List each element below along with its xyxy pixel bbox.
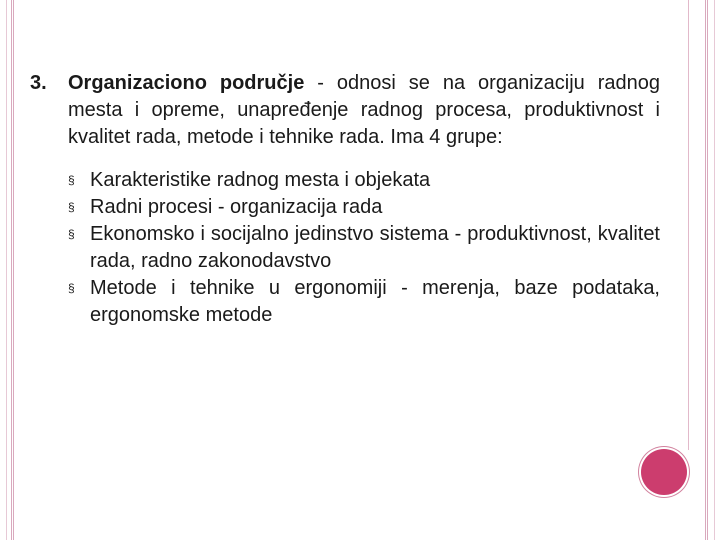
bullet-text: Radni procesi - organizacija rada bbox=[90, 196, 383, 218]
bullet-icon: § bbox=[68, 173, 75, 187]
slide-content bbox=[30, 70, 660, 329]
frame-line bbox=[6, 0, 7, 540]
frame-line-right-inner bbox=[688, 0, 689, 450]
frame-line-right bbox=[705, 0, 706, 540]
bullet-text: Karakteristike radnog mesta i objekata bbox=[90, 169, 431, 191]
item-text: - odnosi se na organizaciju radnog mesta i opreme, unapređenje radnog procesa, produktivnost i kvalitet rada, metode i tehnike rada. Ima 4 grupe: bbox=[68, 72, 660, 148]
frame-line-right bbox=[707, 0, 708, 540]
bullet-list bbox=[30, 167, 660, 329]
bullet-icon: § bbox=[68, 227, 75, 241]
bullet-icon: § bbox=[68, 200, 75, 214]
item-term: Organizaciono područje bbox=[68, 72, 305, 94]
numbered-item bbox=[30, 70, 660, 151]
frame-line bbox=[714, 0, 715, 540]
item-number: 3. bbox=[30, 72, 47, 94]
list-item bbox=[68, 167, 660, 194]
frame-line-left bbox=[11, 0, 12, 540]
bullet-text: Ekonomsko i socijalno jedinstvo sistema - produktivnost, kvalitet rada, radno zakonodavstvo bbox=[90, 223, 660, 272]
list-item bbox=[68, 275, 660, 329]
item-body bbox=[68, 70, 660, 151]
decorative-circle bbox=[641, 449, 687, 495]
frame-line-left bbox=[13, 0, 14, 540]
list-item bbox=[68, 194, 660, 221]
list-item bbox=[68, 221, 660, 275]
bullet-icon: § bbox=[68, 281, 75, 295]
bullet-text: Metode i tehnike u ergonomiji - merenja, baze podataka, ergonomske metode bbox=[90, 277, 660, 326]
